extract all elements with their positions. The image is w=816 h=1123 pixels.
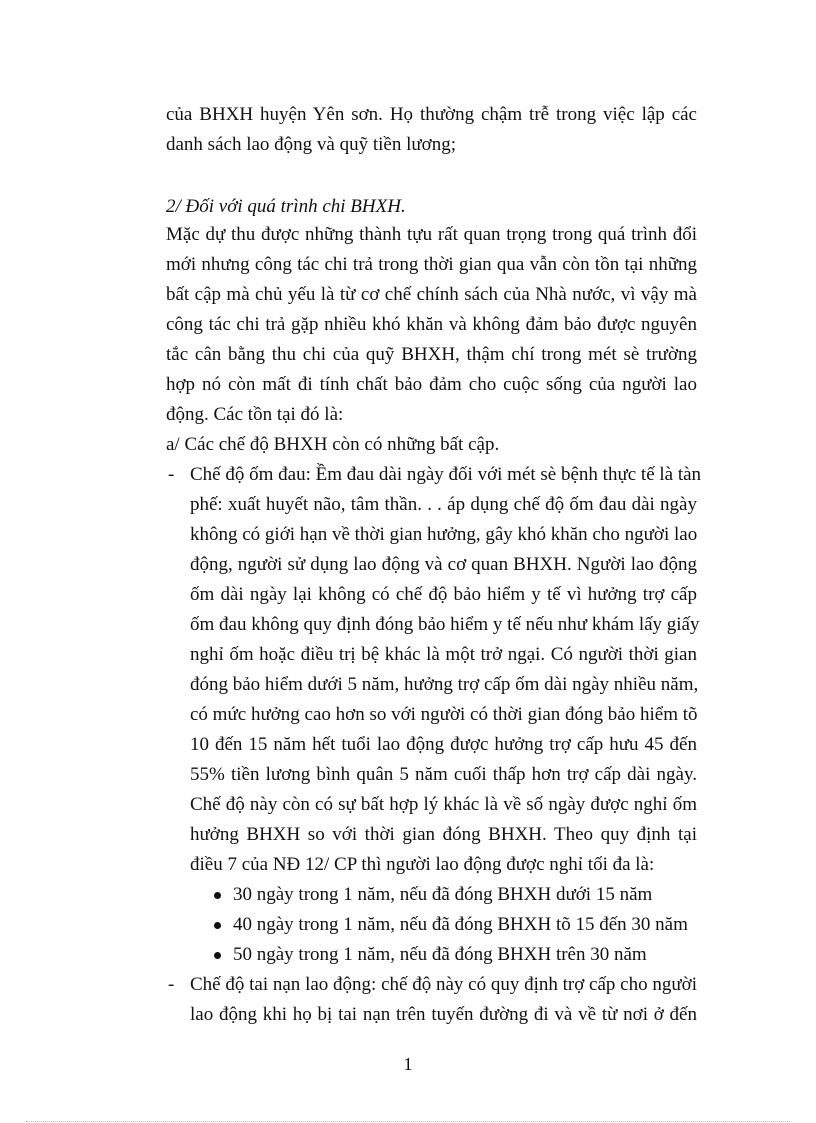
subheading: a/ Các chế độ BHXH còn có những bất cập. [166, 434, 500, 455]
paragraph-line: Mặc dự thu được những thành tựu rất quan trọng trong quá trình đổi [166, 224, 697, 245]
dash-marker: - [168, 464, 175, 485]
section-heading: 2/ Đối với quá trình chi BHXH. [166, 196, 406, 217]
paragraph-line: tắc cân bằng thu chi của quỹ BHXH, thậm chí trong mét sè trường [166, 344, 697, 365]
list-item-line: đóng bảo hiểm dưới 5 năm, hưởng trợ cấp ốm dài ngày nhiều năm, [190, 674, 699, 695]
list-item-line: Chế độ ốm đau: Ềm đau dài ngày đối với mét sè bệnh thực tế là tàn [190, 464, 702, 485]
bullet-item: 50 ngày trong 1 năm, nếu đã đóng BHXH trên 30 năm [233, 944, 647, 965]
bullet-dot [214, 922, 221, 929]
list-item-line: phế: xuất huyết não, tâm thần. . . áp dụng chế độ ốm đau dài ngày [190, 494, 697, 515]
bullet-dot [214, 892, 221, 899]
list-item-line: 10 đến 15 năm hết tuổi lao động được hưởng trợ cấp hưu 45 đến [190, 734, 697, 755]
paragraph-line: hợp nó còn mất đi tính chất bảo đảm cho cuộc sống của người lao [166, 374, 697, 395]
list-item-line: ốm đau không quy định đóng bảo hiểm y tế nếu như khám lấy giấy [190, 614, 700, 635]
page-bottom-border [26, 1121, 790, 1122]
list-item-line: hưởng BHXH so với thời gian đóng BHXH. Theo quy định tại [190, 824, 697, 845]
page-number: 1 [403, 1054, 413, 1074]
bullet-dot [214, 952, 221, 959]
dash-marker: - [168, 974, 175, 995]
list-item-line: có mức hưởng cao hơn so với người có thời gian đóng bảo hiểm tõ [190, 704, 698, 725]
list-item-line: điều 7 của NĐ 12/ CP thì người lao động được nghỉ tối đa là: [190, 854, 655, 875]
paragraph-line: mới nhưng công tác chi trả trong thời gian qua vẫn còn tồn tại những [166, 254, 697, 275]
list-item-line: Chế độ này còn có sự bất hợp lý khác là về số ngày được nghỉ ốm [190, 794, 697, 815]
list-item-line: động, người sử dụng lao động và cơ quan BHXH. Người lao động [190, 554, 697, 575]
list-item-line: nghỉ ốm hoặc điều trị bệ khác là một trở ngại. Có người thời gian [190, 644, 697, 665]
bullet-item: 30 ngày trong 1 năm, nếu đã đóng BHXH dưới 15 năm [233, 884, 653, 905]
bullet-item: 40 ngày trong 1 năm, nếu đã đóng BHXH tõ 15 đến 30 năm [233, 914, 688, 935]
intro-line: của BHXH huyện Yên sơn. Họ thường chậm trễ trong việc lập các [166, 104, 697, 125]
list-item-line: ốm dài ngày lại không có chế độ bảo hiểm y tế vì hưởng trợ cấp [190, 584, 697, 605]
paragraph-line: bất cập mà chủ yếu là từ cơ chế chính sách của Nhà nước, vì vậy mà [166, 284, 697, 305]
list-item-line: lao động khi họ bị tai nạn trên tuyến đường đi và về từ nơi ở đến [190, 1004, 697, 1025]
list-item-line: không có giới hạn về thời gian hưởng, gây khó khăn cho người lao [190, 524, 698, 545]
paragraph-line: công tác chi trả gặp nhiều khó khăn và không đảm bảo được nguyên [166, 314, 697, 335]
intro-line: danh sách lao động và quỹ tiền lương; [166, 134, 456, 155]
list-item-line: 55% tiền lương bình quân 5 năm cuối thấp hơn trợ cấp dài ngày. [190, 764, 697, 785]
paragraph-line: động. Các tồn tại đó là: [166, 404, 344, 425]
list-item-line: Chế độ tai nạn lao động: chế độ này có quy định trợ cấp cho người [190, 974, 697, 995]
